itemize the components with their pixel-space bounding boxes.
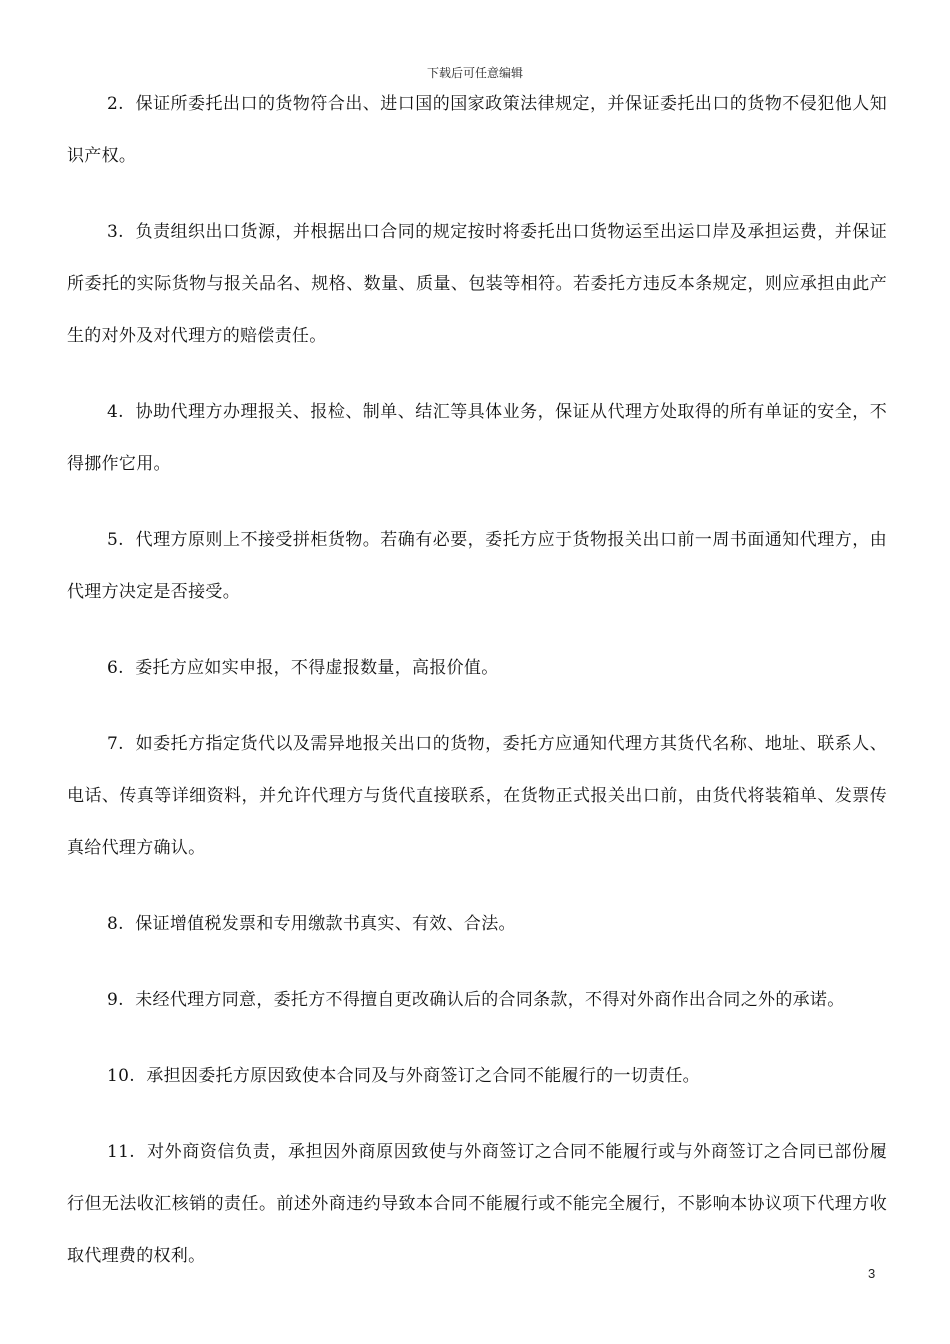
header-note: 下载后可任意编辑 <box>426 66 523 80</box>
paragraph-clause-2: 2. 保证所委托出口的货物符合出、进口国的国家政策法律规定，并保证委托出口的货物不侵犯他人知识产权。 <box>67 94 887 166</box>
paragraph-clause-6: 6. 委托方应如实申报，不得虚报数量，高报价值。 <box>107 658 499 678</box>
paragraph-clause-8: 8. 保证增值税发票和专用缴款书真实、有效、合法。 <box>107 914 516 934</box>
paragraph-clause-7: 7. 如委托方指定货代以及需异地报关出口的货物，委托方应通知代理方其货代名称、地址、联系人、电话、传真等详细资料，并允许代理方与货代直接联系，在货物正式报关出口前，由货代将装箱单、发票传真给代理方确认。 <box>67 734 887 858</box>
paragraph-clause-4: 4. 协助代理方办理报关、报检、制单、结汇等具体业务，保证从代理方处取得的所有单证的安全，不得挪作它用。 <box>67 402 887 474</box>
paragraph-clause-3: 3. 负责组织出口货源，并根据出口合同的规定按时将委托出口货物运至出运口岸及承担运费，并保证所委托的实际货物与报关品名、规格、数量、质量、包装等相符。若委托方违反本条规定，则应承担由此产生的对外及对代理方的赔偿责任。 <box>67 222 887 346</box>
paragraph-clause-9: 9. 未经代理方同意，委托方不得擅自更改确认后的合同条款，不得对外商作出合同之外的承诺。 <box>107 990 845 1010</box>
paragraph-clause-11: 11. 对外商资信负责，承担因外商原因致使与外商签订之合同不能履行或与外商签订之合同已部份履行但无法收汇核销的责任。前述外商违约导致本合同不能履行或不能完全履行，不影响本协议项下代理方收取代理费的权利。 <box>67 1142 887 1266</box>
document-body <box>67 78 887 1306</box>
page-number: 3 <box>868 1266 876 1281</box>
paragraph-clause-5: 5. 代理方原则上不接受拼柜货物。若确有必要，委托方应于货物报关出口前一周书面通知代理方，由代理方决定是否接受。 <box>67 530 887 602</box>
paragraph-clause-10: 10. 承担因委托方原因致使本合同及与外商签订之合同不能履行的一切责任。 <box>107 1066 700 1086</box>
